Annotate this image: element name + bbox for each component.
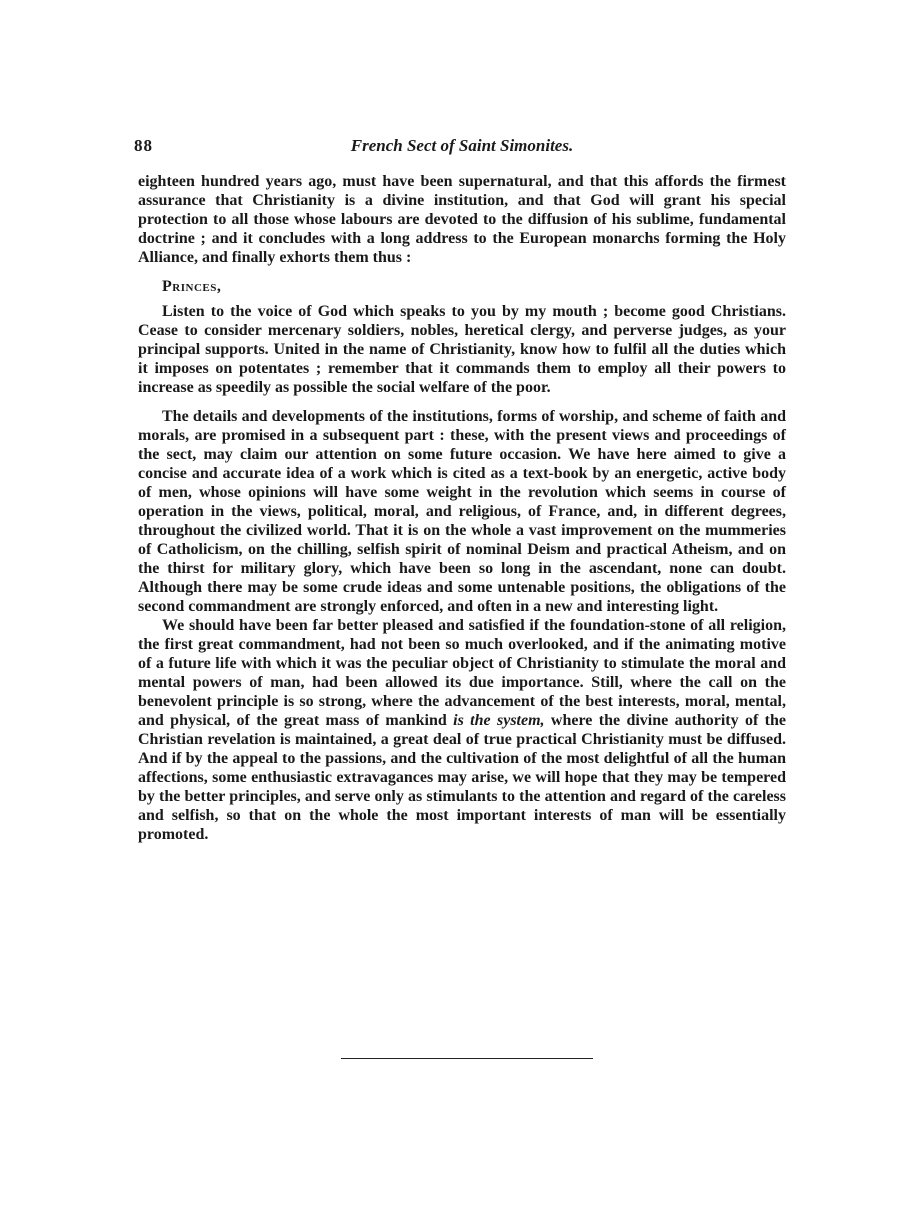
running-title: French Sect of Saint Simonites. [350, 136, 574, 155]
paragraph-3-part-2: where the divine authority of the Christian revelation is maintained, a great deal of true practical Christianity must be diffused. And if by the appeal to the passions, and the cultivation of the most delightful of all the human affections, some enthusiastic extravagances may arise, we will hope that they may be tempered by the better principles, and serve only as stimulants to the attention and regard of the careless and selfish, so that on the whole the most important interests of man will be essentially promoted. [138, 712, 786, 843]
quoted-address: Listen to the voice of God which speaks to you by my mouth ; become good Christians. Cease to consider mercenary soldiers, nobles, heretical clergy, and perverse judges, as your principal supports. United in the name of Christianity, know how to fulfil all the duties which it imposes on potentates ; remember that it commands them to employ all their powers to increase as speedily as possible the social welfare of the poor. [138, 303, 786, 396]
paragraph-3-part-1: We should have been far better pleased and satisfied if the foundation-stone of all religion, the first great commandment, had not been so much overlooked, and if the animating motive of a future life with which it was the peculiar object of Christianity to stimulate the moral and mental powers of man, had been allowed its due importance. Still, where the call on the benevolent principle is so strong, where the advancement of the best interests, moral, mental, and physical, of the great mass of mankind [138, 617, 786, 729]
page [134, 136, 786, 844]
salutation: Princes, [162, 278, 222, 295]
emphasis-is-the-system: is the system, [453, 712, 545, 729]
section-end-rule [341, 1058, 593, 1059]
paragraph-1: eighteen hundred years ago, must have been supernatural, and that this affords the firmest assurance that Christianity is a divine institution, and that God will grant his special protection to all those whose labours are devoted to the diffusion of his sublime, fundamental doctrine ; and it concludes with a long address to the European monarchs forming the Holy Alliance, and finally exhorts them thus : [138, 173, 786, 266]
running-head [134, 136, 786, 162]
paragraph-2: The details and developments of the institutions, forms of worship, and scheme of faith and morals, are promised in a subsequent part : these, with the present views and proceedings of the sect, may claim our attention on some future occasion. We have here aimed to give a concise and accurate idea of a work which is cited as a text-book by an energetic, active body of men, whose opinions will have some weight in the revolution which seems in course of operation in the views, political, moral, and religious, of France, and, in different degrees, throughout the civilized world. That it is on the whole a vast improvement on the mummeries of Catholicism, on the chilling, selfish spirit of nominal Deism and practical Atheism, and on the thirst for military glory, which have been so long in the ascendant, none can doubt. Although there may be some crude ideas and some untenable positions, the obligations of the second commandment are strongly enforced, and often in a new and interesting light. [138, 408, 786, 615]
page-number: 88 [134, 136, 153, 155]
body-text [138, 172, 786, 844]
paragraph-3 [138, 616, 786, 844]
